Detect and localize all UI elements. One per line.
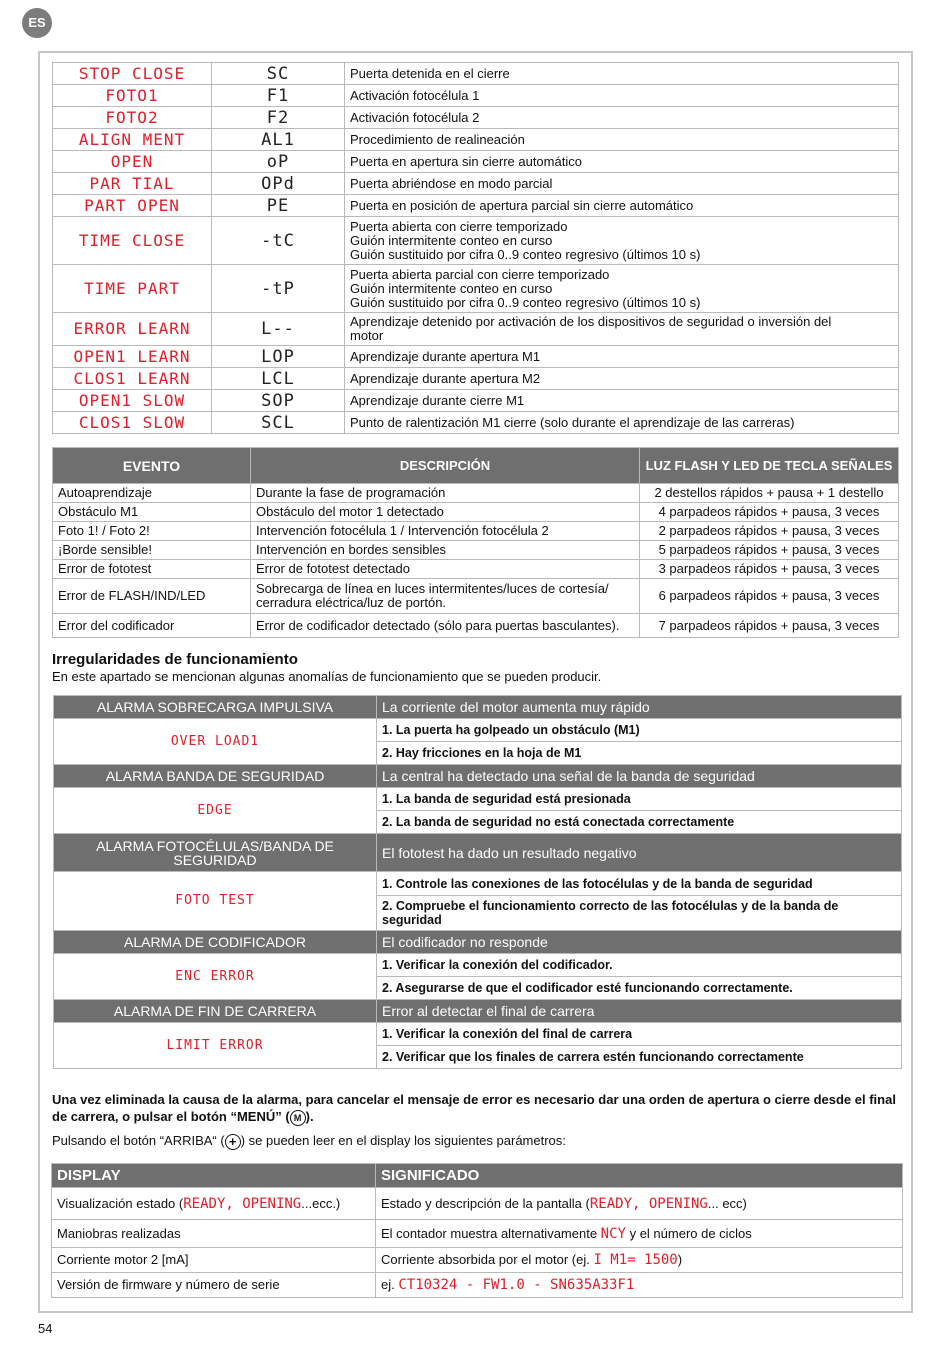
status-row — [53, 173, 899, 195]
short-code: LCL — [212, 368, 345, 390]
meaning-cell: ej. CT10324 - FW1.0 - SN635A33F1 — [376, 1273, 903, 1298]
display-code: TIME PART — [53, 265, 212, 313]
display-code: PAR TIAL — [53, 173, 212, 195]
display-row — [52, 1188, 903, 1220]
alarm-step: 1. La banda de seguridad está presionada — [377, 788, 902, 811]
event-signal: 7 parpadeos rápidos + pausa, 3 veces — [640, 614, 899, 638]
event-name: Foto 1! / Foto 2! — [53, 522, 251, 541]
status-code-table — [52, 62, 899, 434]
display-code: FOTO2 — [53, 107, 212, 129]
alarm-name: ALARMA SOBRECARGA IMPULSIVA — [54, 696, 377, 719]
status-row — [53, 63, 899, 85]
alarm-step: 2. Asegurarse de que el codificador esté funcionando correctamente. — [377, 977, 902, 1000]
description-line: Aprendizaje detenido por activación de los dispositivos de seguridad o inversión del — [350, 314, 832, 329]
short-code: L-- — [212, 313, 345, 346]
status-description — [345, 151, 899, 173]
alarm-step: 1. Verificar la conexión del final de carrera — [377, 1023, 902, 1046]
short-code: LOP — [212, 346, 345, 368]
status-description — [345, 265, 899, 313]
events-header-event: EVENTO — [53, 448, 251, 484]
alarm-step-row — [54, 719, 902, 742]
status-row — [53, 217, 899, 265]
status-row — [53, 390, 899, 412]
description-line: Aprendizaje durante cierre M1 — [350, 392, 525, 408]
event-row — [53, 579, 899, 614]
alarm-summary: La corriente del motor aumenta muy rápido — [377, 696, 902, 719]
alarm-display: EDGE — [54, 788, 377, 834]
status-description — [345, 412, 899, 434]
short-code: AL1 — [212, 129, 345, 151]
alarm-step: 2. Compruebe el funcionamiento correcto de las fotocélulas y de la banda de seguridad — [377, 896, 902, 931]
display-cell: Visualización estado (READY, OPENING...ecc.) — [52, 1188, 376, 1220]
event-signal: 3 parpadeos rápidos + pausa, 3 veces — [640, 560, 899, 579]
event-description: Sobrecarga de línea en luces intermitentes/luces de cortesía/ cerradura eléctrica/luz de portón. — [251, 579, 640, 614]
short-code: F2 — [212, 107, 345, 129]
display-code: CLOS1 LEARN — [53, 368, 212, 390]
description-line: Puerta en apertura sin cierre automático — [350, 153, 582, 169]
alarm-step: 1. La puerta ha golpeado un obstáculo (M1) — [377, 719, 902, 742]
description-line: Puerta abriéndose en modo parcial — [350, 175, 553, 191]
status-description — [345, 313, 899, 346]
alarm-name: ALARMA DE FIN DE CARRERA — [54, 1000, 377, 1023]
alarm-step-row — [54, 788, 902, 811]
alarm-summary: Error al detectar el final de carrera — [377, 1000, 902, 1023]
event-signal: 6 parpadeos rápidos + pausa, 3 veces — [640, 579, 899, 614]
event-row — [53, 560, 899, 579]
plus-icon: + — [225, 1134, 241, 1150]
status-description — [345, 63, 899, 85]
event-signal: 4 parpadeos rápidos + pausa, 3 veces — [640, 503, 899, 522]
event-row — [53, 484, 899, 503]
status-row — [53, 151, 899, 173]
events-table — [52, 447, 899, 638]
short-code: oP — [212, 151, 345, 173]
alarm-step: 2. La banda de seguridad no está conectada correctamente — [377, 811, 902, 834]
description-line: motor — [350, 328, 384, 343]
alarm-step: 1. Verificar la conexión del codificador. — [377, 954, 902, 977]
alarm-display: ENC ERROR — [54, 954, 377, 1000]
alarm-name: ALARMA DE CODIFICADOR — [54, 931, 377, 954]
display-row — [52, 1273, 903, 1298]
description-line: Procedimiento de realineación — [350, 131, 525, 147]
display-cell: Versión de firmware y número de serie — [52, 1273, 376, 1298]
alarm-header-row — [54, 1000, 902, 1023]
status-row — [53, 265, 899, 313]
event-description: Error de fototest detectado — [251, 560, 640, 579]
alarm-display: FOTO TEST — [54, 872, 377, 931]
display-cell: Corriente motor 2 [mA] — [52, 1248, 376, 1273]
status-row — [53, 129, 899, 151]
alarms-table — [53, 695, 902, 1069]
event-signal: 2 destellos rápidos + pausa + 1 destello — [640, 484, 899, 503]
display-table — [51, 1163, 903, 1298]
description-line: Punto de ralentización M1 cierre (solo durante el aprendizaje de las carreras) — [350, 414, 795, 430]
alarm-header-row — [54, 696, 902, 719]
event-description: Obstáculo del motor 1 detectado — [251, 503, 640, 522]
short-code: SCL — [212, 412, 345, 434]
meaning-cell: El contador muestra alternativamente NCY y el número de ciclos — [376, 1220, 903, 1248]
event-row — [53, 614, 899, 638]
alarm-summary: La central ha detectado una señal de la banda de seguridad — [377, 765, 902, 788]
alarm-step: 1. Controle las conexiones de las fotocélulas y de la banda de seguridad — [377, 872, 902, 896]
events-header-description: DESCRIPCIÓN — [251, 448, 640, 484]
event-description: Durante la fase de programación — [251, 484, 640, 503]
alarm-summary: El codificador no responde — [377, 931, 902, 954]
events-header-signal: LUZ FLASH Y LED DE TECLA SEÑALES — [640, 448, 899, 484]
event-row — [53, 541, 899, 560]
status-row — [53, 85, 899, 107]
description-line: Aprendizaje durante apertura M2 — [350, 370, 541, 386]
status-description — [345, 368, 899, 390]
status-description — [345, 217, 899, 265]
event-signal: 5 parpadeos rápidos + pausa, 3 veces — [640, 541, 899, 560]
display-cell: Maniobras realizadas — [52, 1220, 376, 1248]
display-code: OPEN — [53, 151, 212, 173]
short-code: SC — [212, 63, 345, 85]
display-code: PART OPEN — [53, 195, 212, 217]
short-code: F1 — [212, 85, 345, 107]
event-signal: 2 parpadeos rápidos + pausa, 3 veces — [640, 522, 899, 541]
alarm-header-row — [54, 834, 902, 872]
display-header-meaning: SIGNIFICADO — [376, 1164, 903, 1188]
status-description — [345, 346, 899, 368]
alarm-step-row — [54, 1023, 902, 1046]
event-name: Error del codificador — [53, 614, 251, 638]
status-row — [53, 412, 899, 434]
display-code: ALIGN MENT — [53, 129, 212, 151]
status-description — [345, 195, 899, 217]
parameters-note: Pulsando el botón “ARRIBA“ ( + ) se pueden leer en el display los siguientes parámetros: — [52, 1133, 566, 1149]
alarm-step-row — [54, 872, 902, 896]
alarm-step: 2. Hay fricciones en la hoja de M1 — [377, 742, 902, 765]
language-badge: ES — [22, 8, 52, 38]
alarm-summary: El fototest ha dado un resultado negativo — [377, 834, 902, 872]
description-line: Puerta abierta parcial con cierre temporizado — [350, 266, 610, 282]
event-name: Error de FLASH/IND/LED — [53, 579, 251, 614]
inline-display-code: I M1= 1500 — [593, 1252, 678, 1268]
description-line: Aprendizaje durante apertura M1 — [350, 348, 541, 364]
display-code: FOTO1 — [53, 85, 212, 107]
description-line: Puerta detenida en el cierre — [350, 65, 510, 81]
short-code: SOP — [212, 390, 345, 412]
description-line: Guión intermitente conteo en curso — [350, 280, 553, 296]
event-row — [53, 522, 899, 541]
event-name: Obstáculo M1 — [53, 503, 251, 522]
status-description — [345, 173, 899, 195]
inline-display-code: READY, OPENING — [589, 1195, 708, 1212]
event-name: ¡Borde sensible! — [53, 541, 251, 560]
irregularities-title: Irregularidades de funcionamiento — [52, 651, 298, 668]
display-row — [52, 1220, 903, 1248]
status-row — [53, 107, 899, 129]
display-header-display: DISPLAY — [52, 1164, 376, 1188]
display-code: OPEN1 LEARN — [53, 346, 212, 368]
event-description: Error de codificador detectado (sólo para puertas basculantes). — [251, 614, 640, 638]
alarm-step-row — [54, 954, 902, 977]
alarm-reset-note: Una vez eliminada la causa de la alarma, para cancelar el mensaje de error es necesario dar una orden de apertura o cierre desde el final de carrera, o pulsar el botón “MENÚ” ( M ). — [52, 1092, 896, 1124]
description-line: Activación fotocélula 1 — [350, 87, 480, 103]
short-code: PE — [212, 195, 345, 217]
status-row — [53, 195, 899, 217]
alarm-display: LIMIT ERROR — [54, 1023, 377, 1069]
page-number: 54 — [38, 1321, 53, 1336]
display-code: OPEN1 SLOW — [53, 390, 212, 412]
irregularities-intro: En este apartado se mencionan algunas anomalías de funcionamiento que se pueden producir. — [52, 669, 602, 684]
status-row — [53, 313, 899, 346]
display-code: STOP CLOSE — [53, 63, 212, 85]
description-line: Guión sustituido por cifra 0..9 conteo regresivo (últimos 10 s) — [350, 294, 701, 310]
alarm-display: OVER LOAD1 — [54, 719, 377, 765]
alarm-header-row — [54, 931, 902, 954]
description-line: Guión intermitente conteo en curso — [350, 232, 553, 248]
status-row — [53, 368, 899, 390]
inline-display-code: READY, OPENING — [183, 1195, 302, 1212]
short-code: OPd — [212, 173, 345, 195]
inline-display-code: NCY — [600, 1225, 626, 1242]
description-line: Guión sustituido por cifra 0..9 conteo regresivo (últimos 10 s) — [350, 246, 701, 262]
alarm-name: ALARMA FOTOCÉLULAS/BANDA DE SEGURIDAD — [54, 834, 377, 872]
menu-icon: M — [290, 1110, 306, 1126]
event-description: Intervención fotocélula 1 / Intervención fotocélula 2 — [251, 522, 640, 541]
meaning-cell: Estado y descripción de la pantalla (READY, OPENING... ecc) — [376, 1188, 903, 1220]
display-row — [52, 1248, 903, 1273]
meaning-cell: Corriente absorbida por el motor (ej. I M1= 1500) — [376, 1248, 903, 1273]
status-description — [345, 85, 899, 107]
event-description: Intervención en bordes sensibles — [251, 541, 640, 560]
alarm-step: 2. Verificar que los finales de carrera estén funcionando correctamente — [377, 1046, 902, 1069]
short-code: -tP — [212, 265, 345, 313]
status-row — [53, 346, 899, 368]
display-code: ERROR LEARN — [53, 313, 212, 346]
short-code: -tC — [212, 217, 345, 265]
inline-display-code: CT10324 - FW1.0 - SN635A33F1 — [398, 1277, 635, 1293]
status-description — [345, 129, 899, 151]
display-code: CLOS1 SLOW — [53, 412, 212, 434]
description-line: Puerta en posición de apertura parcial sin cierre automático — [350, 197, 694, 213]
alarm-header-row — [54, 765, 902, 788]
description-line: Activación fotocélula 2 — [350, 109, 480, 125]
status-description — [345, 107, 899, 129]
description-line: Puerta abierta con cierre temporizado — [350, 218, 568, 234]
event-name: Autoaprendizaje — [53, 484, 251, 503]
alarm-name: ALARMA BANDA DE SEGURIDAD — [54, 765, 377, 788]
status-description — [345, 390, 899, 412]
display-code: TIME CLOSE — [53, 217, 212, 265]
event-row — [53, 503, 899, 522]
event-name: Error de fototest — [53, 560, 251, 579]
